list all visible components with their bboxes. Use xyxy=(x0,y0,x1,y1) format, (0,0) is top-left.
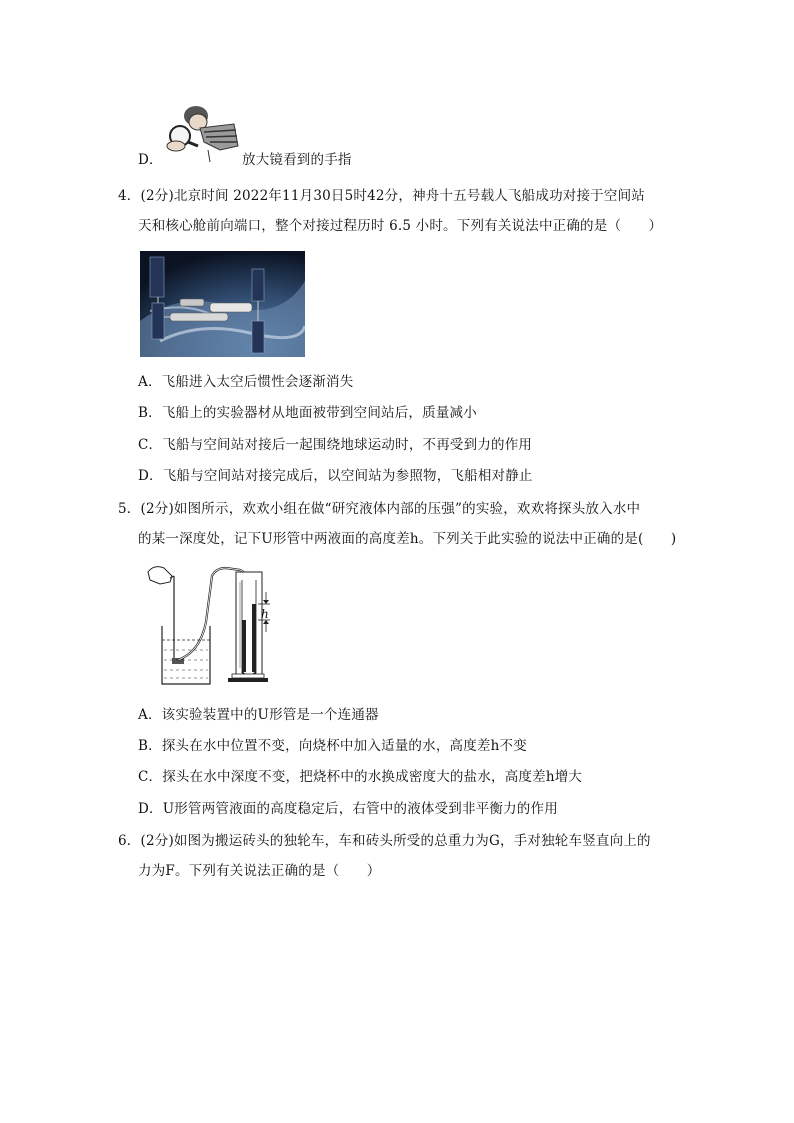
q3-option-d-text: 放大镜看到的手指 xyxy=(242,152,352,168)
q4-option-c: C．飞船与空间站对接后一起围绕地球运动时，不再受到力的作用 xyxy=(138,437,533,453)
q6-stem-line2: 力为F。下列有关说法正确的是（ ） xyxy=(138,863,381,879)
q3-option-d-label: D． xyxy=(138,152,163,168)
q4-option-b: B．飞船上的实验器材从地面被带到空间站后，质量减小 xyxy=(138,405,477,421)
q5-option-d: D．U形管两管液面的高度稳定后，右管中的液体受到非平衡力的作用 xyxy=(138,801,558,817)
person-magnifier-image xyxy=(160,102,242,164)
q4-stem-line1: 4．(2分)北京时间 2022年11月30日5时42分，神舟十五号载人飞船成功对接于空间站 xyxy=(118,188,645,204)
q4-stem-line2: 天和核心舱前向端口，整个对接过程历时 6.5 小时。下列有关说法中正确的是（ ） xyxy=(138,218,663,234)
q4-option-d: D．飞船与空间站对接完成后，以空间站为参照物，飞船相对静止 xyxy=(138,468,533,484)
q5-option-a: A．该实验装置中的U形管是一个连通器 xyxy=(138,707,379,723)
q5-stem-line1: 5．(2分)如图所示，欢欢小组在做“研究液体内部的压强”的实验，欢欢将探头放入水中 xyxy=(118,501,641,517)
pressure-gauge-apparatus-figure xyxy=(140,562,280,690)
q5-stem-line2: 的某一深度处，记下U形管中两液面的高度差h。下列关于此实验的说法中正确的是( ) xyxy=(138,531,677,547)
height-difference-label: h xyxy=(261,607,269,621)
q5-option-c: C．探头在水中深度不变，把烧杯中的水换成密度大的盐水，高度差h增大 xyxy=(138,769,583,785)
q6-stem-line1: 6．(2分)如图为搬运砖头的独轮车，车和砖头所受的总重力为G，手对独轮车竖直向上的 xyxy=(118,833,651,849)
q5-option-b: B．探头在水中位置不变，向烧杯中加入适量的水，高度差h不变 xyxy=(138,738,527,754)
q4-option-a: A．飞船进入太空后惯性会逐渐消失 xyxy=(138,374,354,390)
space-station-image xyxy=(140,251,305,357)
